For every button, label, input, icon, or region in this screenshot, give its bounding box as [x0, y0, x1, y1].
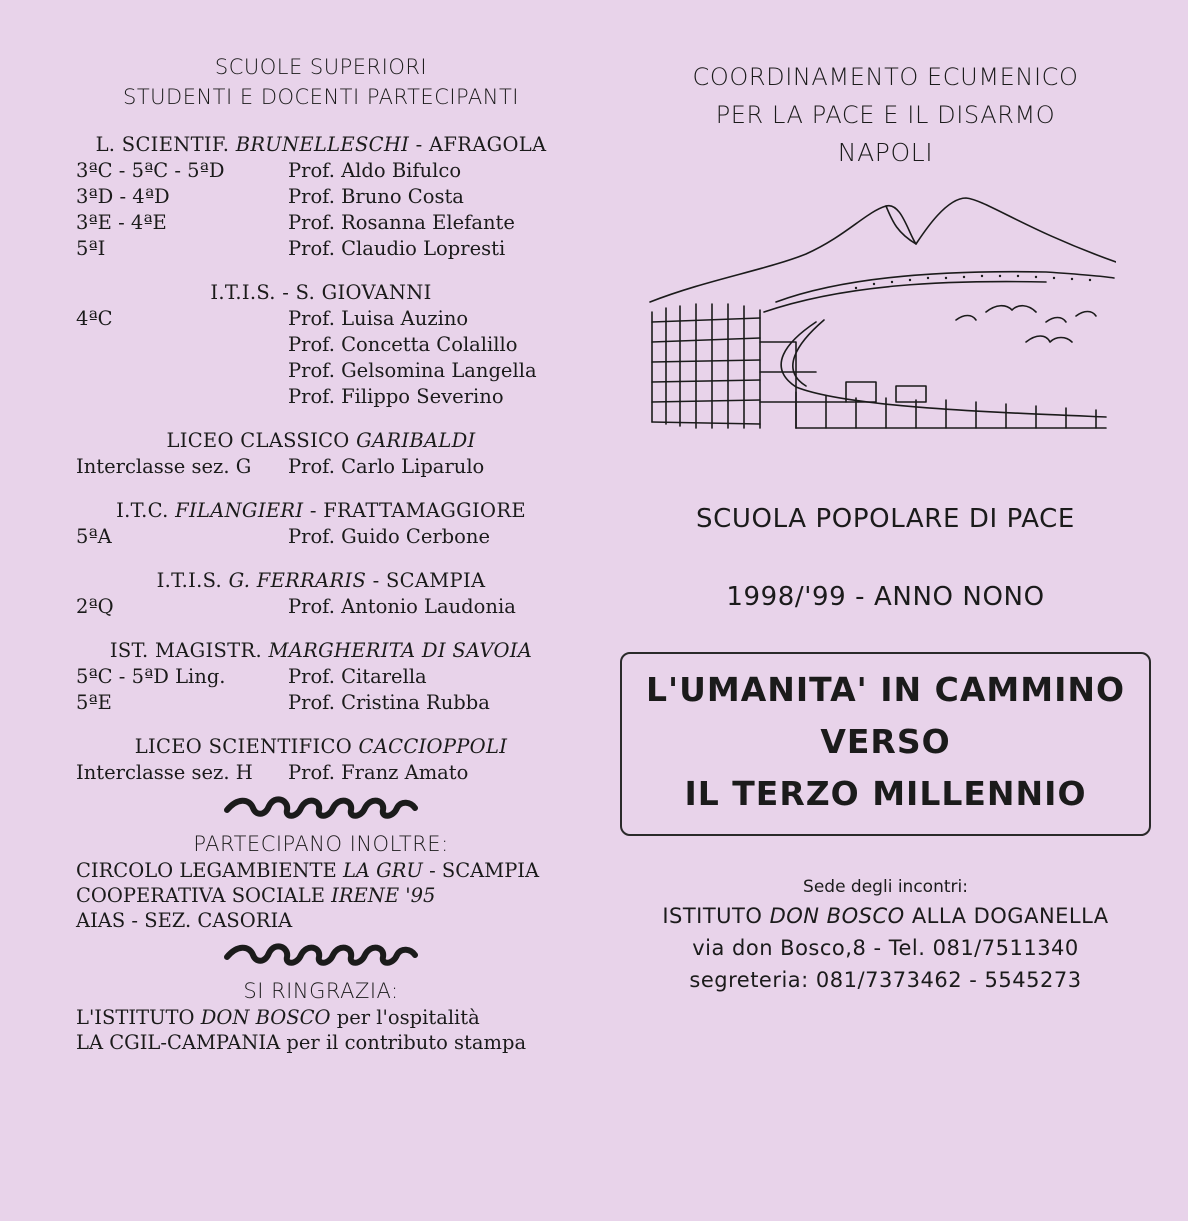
- class-label: Interclasse sez. G: [76, 455, 252, 478]
- credit-line-part: LA GRU: [342, 859, 423, 882]
- participant-row: [76, 760, 566, 786]
- class-label: 5ªI: [76, 237, 106, 260]
- theme-title-line: IL TERZO MILLENNIO: [684, 774, 1087, 813]
- theme-title-box: [620, 652, 1151, 836]
- professor-name: Prof. Antonio Laudonia: [288, 595, 516, 618]
- school-title: [76, 498, 566, 524]
- participant-row: [76, 236, 566, 262]
- header-line: SCUOLE SUPERIORI: [214, 55, 428, 79]
- credit-line-part: - SCAMPIA: [422, 859, 540, 882]
- participant-row: [76, 690, 566, 716]
- credit-line-part: COOPERATIVA SOCIALE: [76, 884, 332, 907]
- credit-line: [76, 858, 566, 883]
- school-title-part: BRUNELLESCHI: [235, 133, 410, 156]
- school-title-part: MARGHERITA DI SAVOIA: [268, 639, 533, 662]
- ringrazia-list: [76, 1005, 566, 1055]
- credit-line-part: IRENE '95: [331, 884, 436, 907]
- professor-name: Prof. Rosanna Elefante: [288, 211, 515, 234]
- school-title: [76, 568, 566, 594]
- credit-line-part: AIAS - SEZ. CASORIA: [76, 909, 293, 932]
- theme-title-line: L'UMANITA' IN CAMMINO: [645, 670, 1126, 709]
- credit-line-part: DON BOSCO: [200, 1006, 331, 1029]
- venue-institute-name: DON BOSCO: [769, 904, 905, 928]
- vesuvius-bay-illustration: [646, 192, 1116, 452]
- class-label: 3ªE - 4ªE: [76, 211, 167, 234]
- class-label: 5ªE: [76, 691, 112, 714]
- venue-block: [598, 874, 1173, 996]
- class-label: 3ªD - 4ªD: [76, 185, 170, 208]
- participant-row: [76, 158, 566, 184]
- school-title-part: I.T.I.S. - S. GIOVANNI: [210, 281, 432, 304]
- organizer-header: [598, 58, 1173, 172]
- school-block: [76, 498, 566, 550]
- class-label: [76, 384, 288, 410]
- organizer-line: COORDINAMENTO ECUMENICO: [692, 63, 1079, 91]
- school-title-part: L. SCIENTIF.: [95, 133, 236, 156]
- participant-row: [76, 210, 566, 236]
- class-label: [76, 358, 288, 384]
- school-block: [76, 280, 566, 410]
- school-title: [76, 280, 566, 306]
- school-title-part: IST. MAGISTR.: [109, 639, 269, 662]
- professor-name: Prof. Concetta Colalillo: [288, 333, 518, 356]
- wave-ornament: [223, 943, 419, 969]
- credit-line: [76, 908, 566, 933]
- venue-address: via don Bosco,8 - Tel. 081/7511340: [692, 936, 1079, 960]
- left-panel: [76, 52, 566, 1055]
- venue-label: Sede degli incontri:: [803, 877, 968, 897]
- school-list: [76, 132, 566, 786]
- professor-name: Prof. Bruno Costa: [288, 185, 464, 208]
- partecipano-list: [76, 858, 566, 933]
- school-block: [76, 638, 566, 716]
- class-label: 3ªC - 5ªC - 5ªD: [76, 159, 225, 182]
- school-title-part: LICEO SCIENTIFICO: [134, 735, 359, 758]
- school-title-part: G. FERRARIS: [228, 569, 367, 592]
- professor-name: Prof. Claudio Lopresti: [288, 237, 506, 260]
- school-title: [76, 132, 566, 158]
- school-block: [76, 428, 566, 480]
- organizer-line: PER LA PACE E IL DISARMO: [715, 101, 1056, 129]
- class-label: 2ªQ: [76, 595, 114, 618]
- school-title-part: I.T.C.: [116, 499, 176, 522]
- class-label: [76, 332, 288, 358]
- professor-name: Prof. Citarella: [288, 665, 427, 688]
- participant-row: [76, 524, 566, 550]
- class-label: Interclasse sez. H: [76, 761, 253, 784]
- venue-institute: [598, 900, 1173, 932]
- class-label: 5ªC - 5ªD Ling.: [76, 665, 226, 688]
- theme-title-line: VERSO: [820, 722, 951, 761]
- school-title-part: CACCIOPPOLI: [358, 735, 508, 758]
- professor-name: Prof. Guido Cerbone: [288, 525, 490, 548]
- class-label: 5ªA: [76, 525, 112, 548]
- school-title: [76, 428, 566, 454]
- school-title: [76, 734, 566, 760]
- school-block: [76, 734, 566, 786]
- participant-row: [76, 594, 566, 620]
- credit-line: [76, 1005, 566, 1030]
- partecipano-heading: PARTECIPANO INOLTRE:: [193, 832, 449, 856]
- credit-line-part: per l'ospitalità: [330, 1006, 480, 1029]
- participant-row: [76, 384, 566, 410]
- venue-secretary: segreteria: 081/7373462 - 5545273: [689, 968, 1082, 992]
- school-title-part: GARIBALDI: [356, 429, 476, 452]
- venue-institute-prefix: ISTITUTO: [662, 904, 770, 928]
- school-block: [76, 568, 566, 620]
- credit-line-part: CIRCOLO LEGAMBIENTE: [76, 859, 343, 882]
- school-title-part: FILANGIERI: [175, 499, 304, 522]
- class-label: 4ªC: [76, 307, 113, 330]
- right-panel: [598, 58, 1173, 996]
- credit-line-part: L'ISTITUTO: [76, 1006, 201, 1029]
- school-block: [76, 132, 566, 262]
- school-title-part: LICEO CLASSICO: [166, 429, 357, 452]
- participants-header: [76, 52, 566, 112]
- professor-name: Prof. Luisa Auzino: [288, 307, 469, 330]
- participant-row: [76, 358, 566, 384]
- credit-line: [76, 883, 566, 908]
- credit-line-part: LA CGIL-CAMPANIA per il contributo stampa: [76, 1031, 527, 1054]
- organizer-city: NAPOLI: [837, 138, 934, 167]
- participant-row: [76, 664, 566, 690]
- credit-line: [76, 1030, 566, 1055]
- participant-row: [76, 184, 566, 210]
- participant-row: [76, 306, 566, 332]
- ringrazia-heading: SI RINGRAZIA:: [243, 979, 399, 1003]
- professor-name: Prof. Franz Amato: [288, 761, 469, 784]
- wave-ornament: [223, 796, 419, 822]
- header-line: STUDENTI E DOCENTI PARTECIPANTI: [123, 85, 519, 109]
- school-title: [76, 638, 566, 664]
- professor-name: Prof. Aldo Bifulco: [288, 159, 462, 182]
- professor-name: Prof. Cristina Rubba: [288, 691, 490, 714]
- school-name: SCUOLA POPOLARE DI PACE: [696, 504, 1075, 534]
- school-title-part: - FRATTAMAGGIORE: [303, 499, 526, 522]
- school-title-part: I.T.I.S.: [156, 569, 229, 592]
- professor-name: Prof. Filippo Severino: [288, 385, 504, 408]
- professor-name: Prof. Carlo Liparulo: [288, 455, 485, 478]
- participant-row: [76, 332, 566, 358]
- professor-name: Prof. Gelsomina Langella: [288, 359, 537, 382]
- school-title-part: - AFRAGOLA: [409, 133, 547, 156]
- venue-institute-suffix: ALLA DOGANELLA: [904, 904, 1109, 928]
- school-year: 1998/'99 - ANNO NONO: [726, 582, 1045, 612]
- participant-row: [76, 454, 566, 480]
- school-title-part: - SCAMPIA: [366, 569, 486, 592]
